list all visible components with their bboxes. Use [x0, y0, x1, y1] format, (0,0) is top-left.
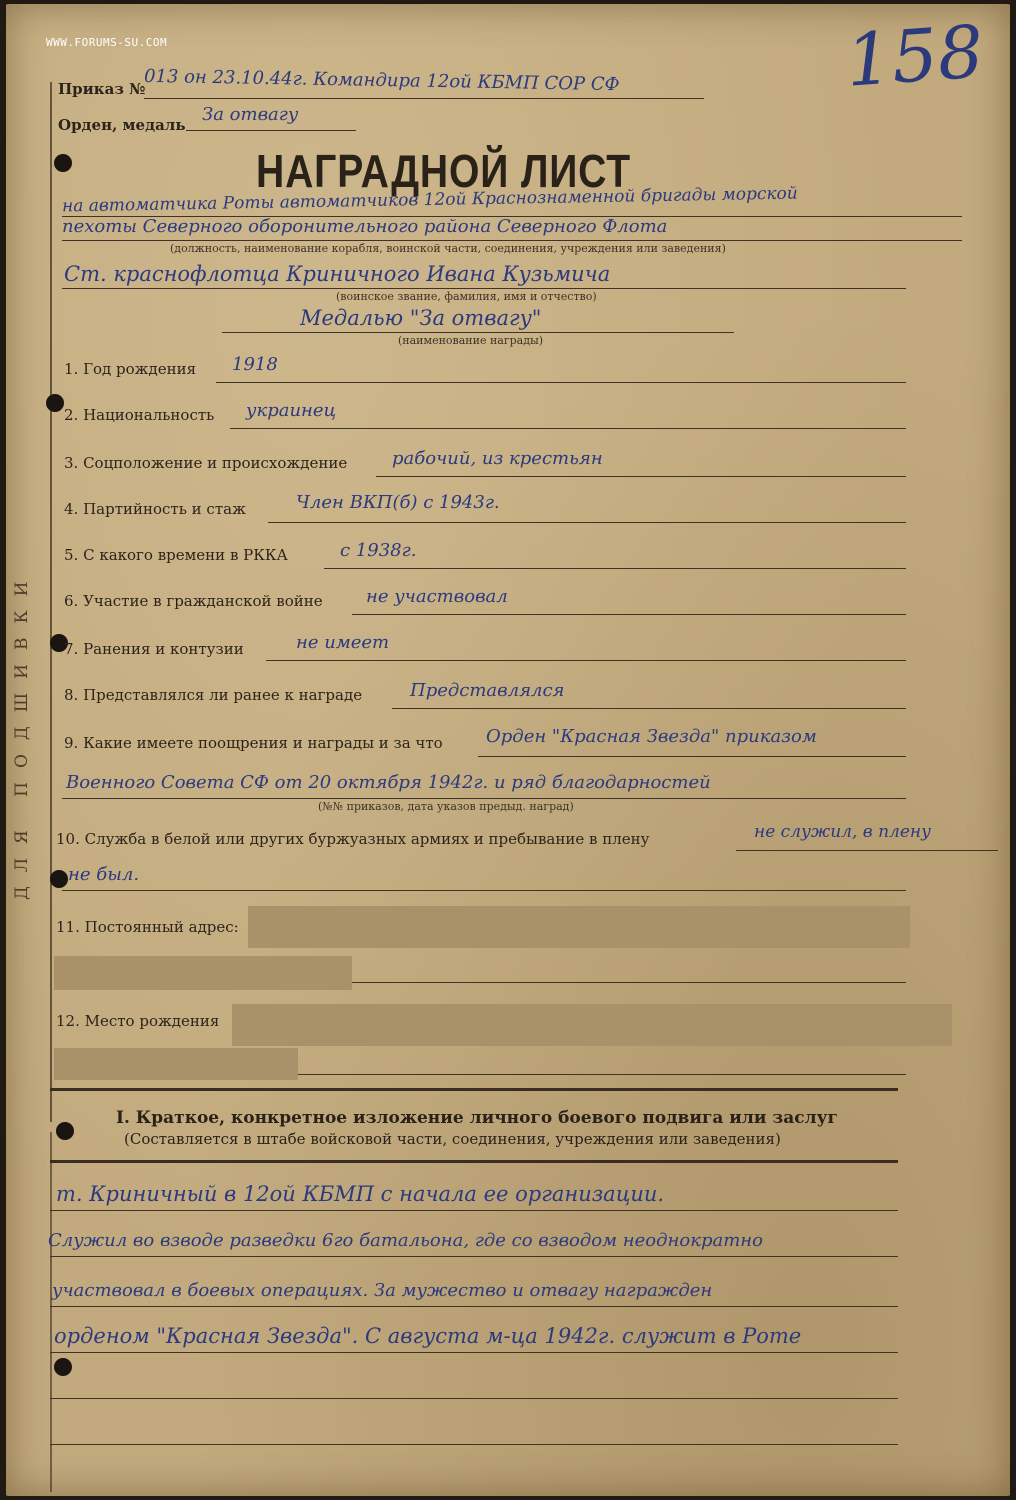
order-underline — [144, 98, 704, 99]
field-value: не участвовал — [366, 586, 508, 607]
document-sheet — [6, 4, 1010, 1496]
field10-label: 10. Служба в белой или других буржуазных армиях и пребывание в плену — [56, 830, 650, 848]
field10-value-line1: не служил, в плену — [754, 822, 931, 842]
field-value: 1918 — [232, 354, 278, 375]
order-value: 013 он 23.10.44г. Командира 12ой КБМП СОР СФ — [143, 65, 620, 96]
redacted-address — [248, 906, 910, 948]
award-underline — [222, 332, 734, 333]
position-caption: (должность, наименование корабля, воинской части, соединения, учреждения или заведения) — [170, 242, 726, 255]
section-divider-lower — [50, 1160, 898, 1163]
punch-hole — [50, 870, 68, 888]
award-value: Медалью "За отвагу" — [300, 306, 542, 330]
field-underline — [376, 476, 906, 477]
field-label: 4. Партийность и стаж — [64, 500, 246, 518]
field12-label: 12. Место рождения — [56, 1012, 220, 1030]
field-underline — [230, 428, 906, 429]
field11-underline — [352, 982, 906, 983]
section-subtitle: (Составляется в штабе войсковой части, соединения, учреждения или заведения) — [124, 1130, 781, 1148]
narrative-underline — [50, 1210, 898, 1211]
narrative-line: участвовал в боевых операциях. За мужество и отвагу награжден — [52, 1280, 713, 1301]
field9-label: 9. Какие имеете поощрения и награды и за что — [64, 734, 443, 752]
field10-value-line2: не был. — [68, 864, 140, 885]
narrative-underline-blank — [50, 1444, 898, 1445]
narrative-line: Служил во взводе разведки 6го батальона, где со взводом неоднократно — [48, 1230, 763, 1251]
position-underline2 — [62, 240, 962, 241]
field-label: 3. Соцположение и происхождение — [64, 454, 348, 472]
field9-value-line1: Орден "Красная Звезда" приказом — [486, 726, 817, 747]
field9-underline2 — [62, 798, 906, 799]
narrative-underline — [50, 1352, 898, 1353]
punch-hole — [56, 1122, 74, 1140]
archive-number: 158 — [843, 9, 987, 103]
field-label: 1. Год рождения — [64, 360, 197, 378]
watermark: WWW.FORUMS-SU.COM — [46, 36, 168, 49]
margin-line-lower — [50, 1132, 52, 1492]
field-underline — [352, 614, 906, 615]
medal-underline — [186, 130, 356, 131]
field10-underline1 — [736, 850, 998, 851]
field-value: украинец — [246, 400, 337, 421]
field12-underline — [298, 1074, 906, 1075]
narrative-underline — [50, 1306, 898, 1307]
field-underline — [266, 660, 906, 661]
field-label: 8. Представлялся ли ранее к награде — [64, 686, 363, 704]
field-label: 5. С какого времени в РККА — [64, 546, 288, 564]
redacted-address-2 — [54, 956, 352, 990]
narrative-line: орденом "Красная Звезда". С августа м-ца 1942г. служит в Роте — [54, 1324, 802, 1348]
narrative-underline-blank — [50, 1398, 898, 1399]
field9-caption: (№№ приказов, дата указов предыд. наград) — [318, 800, 574, 813]
field11-label: 11. Постоянный адрес: — [56, 918, 239, 936]
position-line2: пехоты Северного оборонительного района Северного Флота — [62, 216, 668, 237]
field-underline — [392, 708, 906, 709]
redacted-birthplace — [232, 1004, 952, 1046]
medal-label: Орден, медаль — [58, 116, 186, 134]
punch-hole — [46, 394, 64, 412]
section-title: I. Краткое, конкретное изложение личного боевого подвига или заслуг — [116, 1108, 838, 1128]
binding-label: ДЛЯ ПОДШИВКИ — [12, 567, 32, 901]
field-value: Представлялся — [410, 680, 565, 701]
field-value: с 1938г. — [340, 540, 417, 561]
redacted-birthplace-2 — [54, 1048, 298, 1080]
punch-hole — [54, 154, 72, 172]
field-label: 7. Ранения и контузии — [64, 640, 244, 658]
field-value: рабочий, из крестьян — [392, 448, 603, 469]
field9-value-line2: Военного Совета СФ от 20 октября 1942г. и ряд благодарностей — [66, 772, 711, 793]
section-divider — [50, 1088, 898, 1091]
field-underline — [216, 382, 906, 383]
margin-line — [50, 82, 52, 1122]
field-label: 6. Участие в гражданской войне — [64, 592, 323, 610]
field-label: 2. Национальность — [64, 406, 215, 424]
order-label: Приказ № — [58, 80, 146, 98]
medal-value: За отвагу — [202, 104, 299, 125]
field-value: Член ВКП(б) с 1943г. — [296, 492, 500, 513]
field-value: не имеет — [296, 632, 390, 653]
punch-hole — [54, 1358, 72, 1376]
person-underline — [62, 288, 906, 289]
field-underline — [324, 568, 906, 569]
position-line1: на автоматчика Роты автоматчиков 12ой Краснознаменной бригады морской — [61, 183, 798, 217]
person-value: Ст. краснофлотца Криничного Ивана Кузьмича — [64, 262, 611, 286]
document-title: НАГРАДНОЙ ЛИСТ — [256, 145, 632, 197]
field-underline — [268, 522, 906, 523]
field10-underline2 — [62, 890, 906, 891]
narrative-underline — [50, 1256, 898, 1257]
field9-underline1 — [478, 756, 906, 757]
award-caption: (наименование награды) — [398, 334, 544, 347]
person-caption: (воинское звание, фамилия, имя и отчество) — [336, 290, 597, 303]
narrative-line: т. Криничный в 12ой КБМП с начала ее организации. — [56, 1182, 665, 1206]
